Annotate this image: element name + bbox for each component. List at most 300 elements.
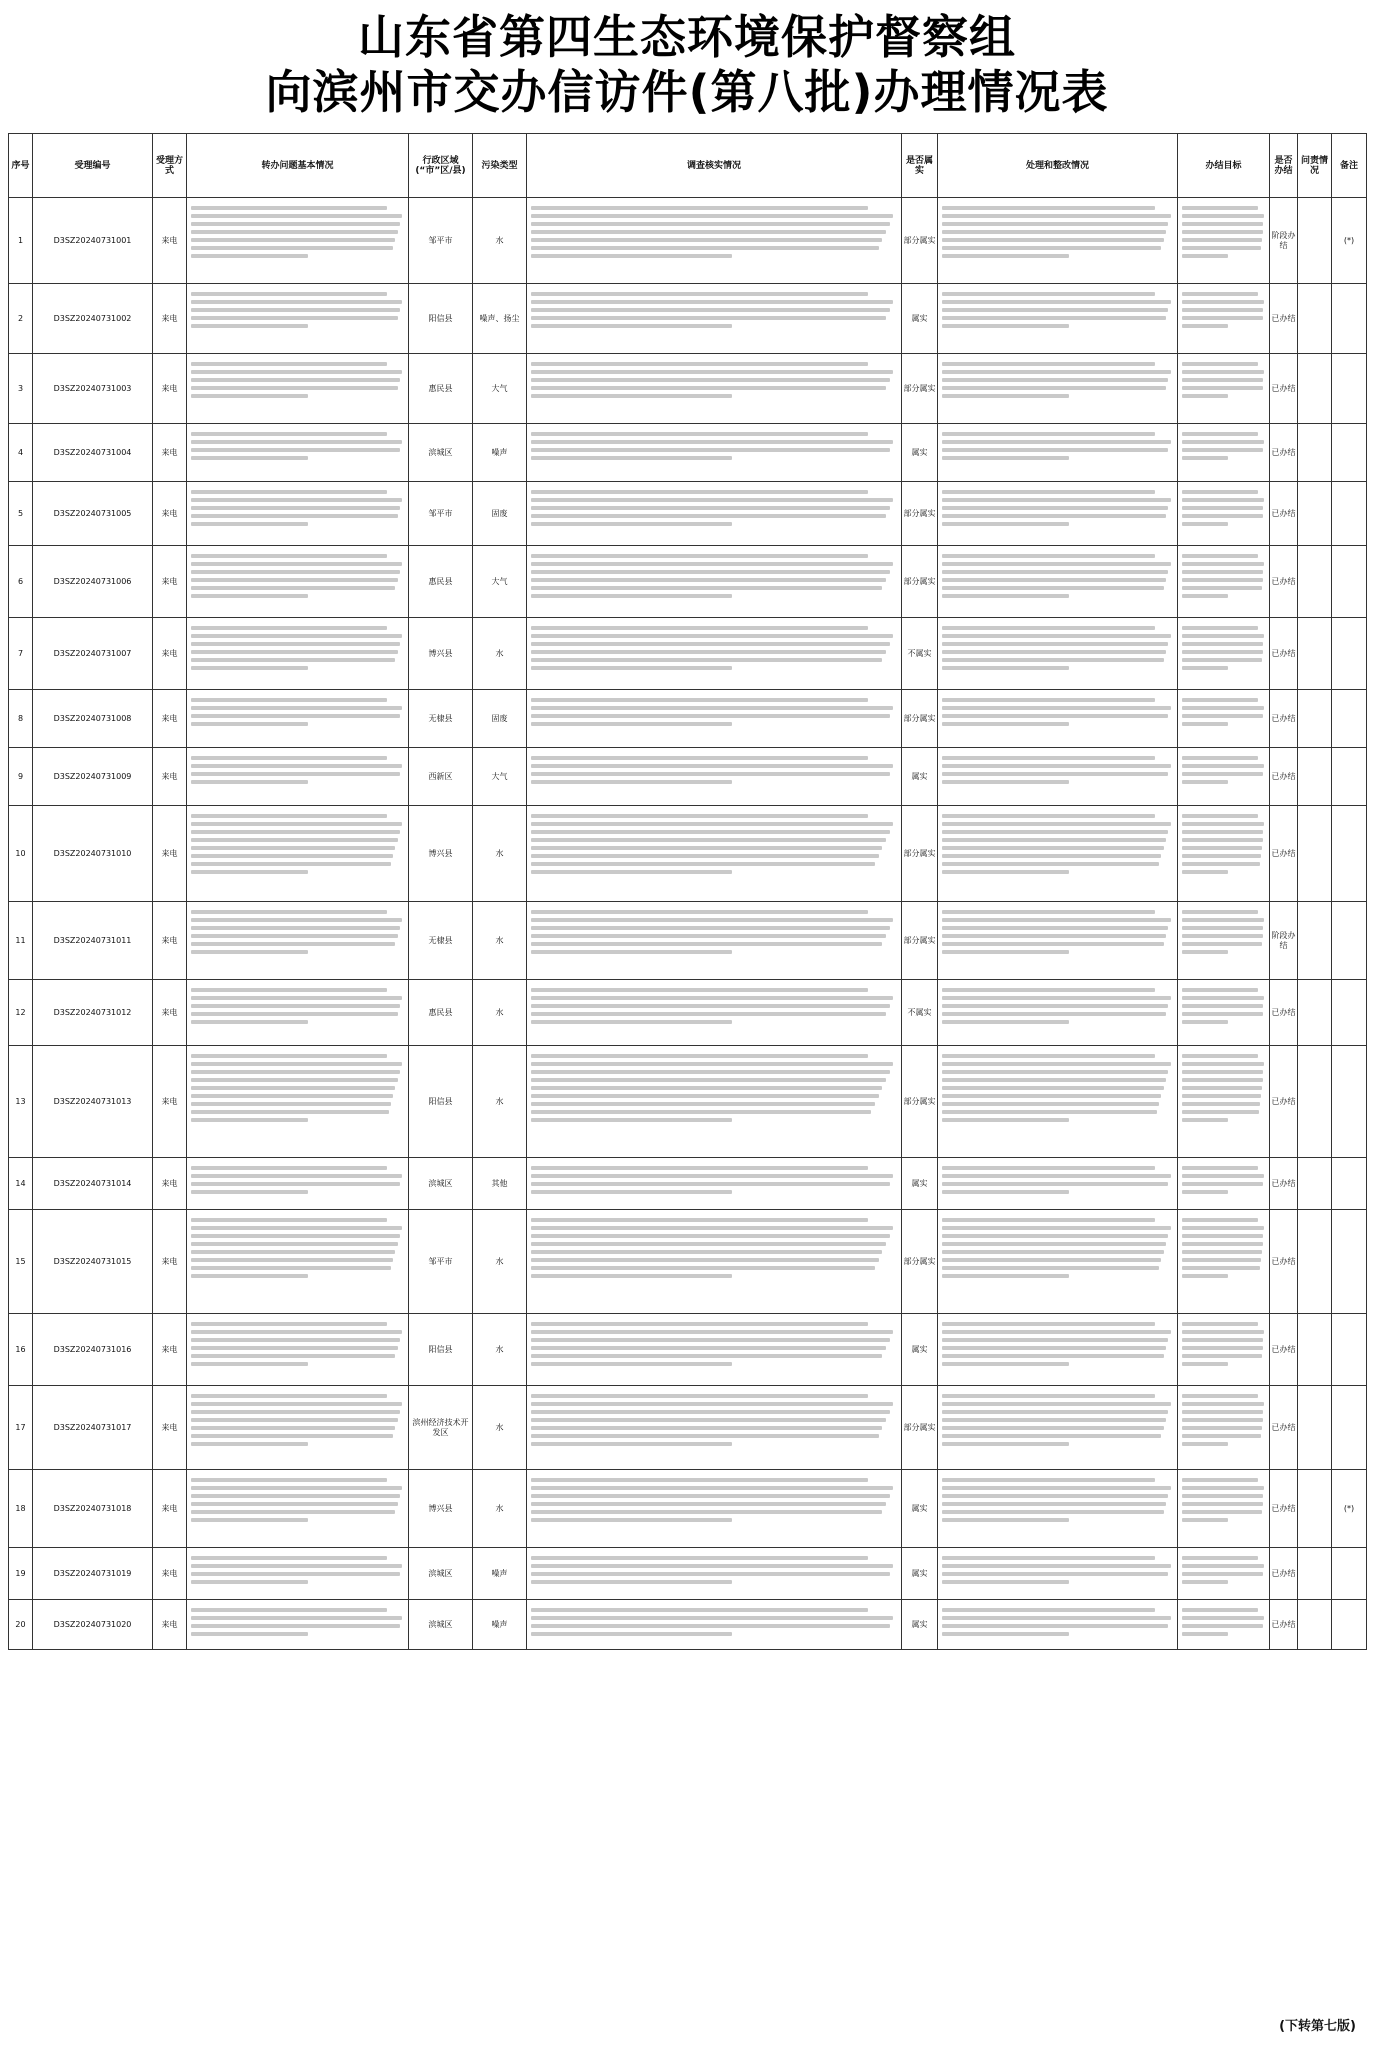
illegible-text-line [1182,378,1263,382]
illegible-text-line [1182,1494,1263,1498]
accountability-cell [1298,1158,1332,1210]
rectification-cell [938,284,1178,354]
illegible-text-line [1182,440,1264,444]
illegible-text-line [942,1182,1168,1186]
illegible-text-line [191,1572,400,1576]
illegible-text-line [531,1266,875,1270]
verified-cell: 部分属实 [902,1046,938,1158]
illegible-text-line [531,830,890,834]
target-cell [1178,1386,1270,1470]
illegible-text-line [531,838,886,842]
accountability-cell [1298,980,1332,1046]
header-cell: 是否属实 [902,134,938,198]
illegible-text-line [531,1418,886,1422]
row-number-cell: 2 [9,284,33,354]
illegible-text-line [942,378,1168,382]
illegible-text-line [531,440,893,444]
illegible-text-line [942,838,1166,842]
illegible-text-line [191,1258,393,1262]
illegible-text-line [191,586,395,590]
completed-cell: 已办结 [1270,482,1298,546]
illegible-text-line [1182,1242,1263,1246]
illegible-text-line [942,1054,1155,1058]
illegible-text-line [531,1166,868,1170]
illegible-text-line [942,448,1168,452]
rectification-cell [938,198,1178,284]
illegible-text-line [1182,996,1264,1000]
illegible-text-line [942,996,1171,1000]
illegible-text-line [531,996,893,1000]
illegible-text-line [531,1234,890,1238]
remark-cell [1332,546,1367,618]
target-cell [1178,424,1270,482]
illegible-text-line [942,1226,1171,1230]
illegible-text-line [191,1624,400,1628]
illegible-text-line [1182,846,1262,850]
illegible-text-line [191,490,387,494]
completed-cell: 阶段办结 [1270,198,1298,284]
illegible-text-line [531,554,868,558]
remark-cell [1332,1600,1367,1650]
remark-cell [1332,902,1367,980]
illegible-text-line [191,950,308,954]
illegible-text-line [942,1110,1157,1114]
case-code-cell: D3SZ20240731006 [33,546,153,618]
illegible-text-line [191,316,398,320]
accountability-cell [1298,1046,1332,1158]
illegible-text-line [191,1174,402,1178]
row-number-cell: 6 [9,546,33,618]
pollution-type-cell: 水 [473,1046,527,1158]
illegible-text-line [1182,1518,1228,1522]
illegible-text-line [191,1354,395,1358]
verified-cell: 属实 [902,1470,938,1548]
illegible-text-line [1182,1572,1263,1576]
table-row [9,1386,1367,1470]
illegible-text-line [531,1190,732,1194]
illegible-text-line [1182,756,1258,760]
illegible-text-line [531,514,886,518]
verified-cell: 部分属实 [902,198,938,284]
illegible-text-line [191,386,398,390]
illegible-text-line [1182,514,1263,518]
illegible-text-line [191,1608,387,1612]
illegible-text-line [531,570,890,574]
illegible-text-line [942,1442,1069,1446]
illegible-text-line [1182,1556,1258,1560]
investigation-cell [527,1158,902,1210]
illegible-text-line [531,1250,882,1254]
illegible-text-line [191,1182,400,1186]
illegible-text-line [531,1572,890,1576]
completed-cell: 已办结 [1270,748,1298,806]
illegible-text-line [942,1102,1159,1106]
problem-summary-cell [187,618,409,690]
case-code-cell: D3SZ20240731009 [33,748,153,806]
illegible-text-line [1182,1274,1228,1278]
illegible-text-line [942,1250,1164,1254]
illegible-text-line [1182,1266,1260,1270]
completed-cell: 已办结 [1270,1470,1298,1548]
problem-summary-cell [187,980,409,1046]
illegible-text-line [1182,1624,1263,1628]
illegible-text-line [531,780,732,784]
illegible-text-line [1182,456,1228,460]
illegible-text-line [942,1632,1069,1636]
illegible-text-line [531,1362,732,1366]
illegible-text-line [1182,1410,1263,1414]
illegible-text-line [942,634,1171,638]
illegible-text-line [191,1478,387,1482]
verified-cell: 属实 [902,1158,938,1210]
table-row [9,1470,1367,1548]
case-table [8,133,1367,1650]
illegible-text-line [191,1494,400,1498]
illegible-text-line [1182,988,1258,992]
illegible-text-line [531,626,868,630]
row-number-cell: 17 [9,1386,33,1470]
illegible-text-line [942,300,1171,304]
illegible-text-line [191,706,402,710]
illegible-text-line [942,950,1069,954]
illegible-text-line [1182,926,1263,930]
illegible-text-line [942,722,1069,726]
illegible-text-line [1182,706,1264,710]
illegible-text-line [1182,1020,1228,1024]
illegible-text-line [1182,394,1228,398]
rectification-cell [938,618,1178,690]
pollution-type-cell: 水 [473,980,527,1046]
row-number-cell: 10 [9,806,33,902]
illegible-text-line [191,292,387,296]
illegible-text-line [942,1166,1155,1170]
illegible-text-line [531,254,732,258]
accountability-cell [1298,748,1332,806]
illegible-text-line [531,1330,893,1334]
region-cell: 滨城区 [409,1158,473,1210]
investigation-cell [527,1600,902,1650]
case-code-cell: D3SZ20240731017 [33,1386,153,1470]
problem-summary-cell [187,748,409,806]
illegible-text-line [1182,950,1228,954]
illegible-text-line [1182,448,1263,452]
illegible-text-line [1182,522,1228,526]
case-code-cell: D3SZ20240731003 [33,354,153,424]
intake-method-cell: 来电 [153,1470,187,1548]
illegible-text-line [1182,1418,1263,1422]
illegible-text-line [942,506,1168,510]
illegible-text-line [531,822,893,826]
investigation-cell [527,198,902,284]
pollution-type-cell: 固废 [473,482,527,546]
illegible-text-line [942,756,1155,760]
problem-summary-cell [187,1046,409,1158]
illegible-text-line [191,1118,308,1122]
region-cell: 邹平市 [409,198,473,284]
case-code-cell: D3SZ20240731008 [33,690,153,748]
illegible-text-line [191,1510,395,1514]
illegible-text-line [531,870,732,874]
header-cell: 问责情况 [1298,134,1332,198]
illegible-text-line [1182,1442,1228,1446]
illegible-text-line [191,1402,402,1406]
illegible-text-line [942,1086,1164,1090]
row-number-cell: 18 [9,1470,33,1548]
illegible-text-line [1182,772,1263,776]
illegible-text-line [531,772,890,776]
illegible-text-line [531,1174,893,1178]
illegible-text-line [942,1094,1161,1098]
illegible-text-line [1182,658,1262,662]
table-row [9,482,1367,546]
illegible-text-line [531,308,890,312]
pollution-type-cell: 大气 [473,354,527,424]
illegible-text-line [531,490,868,494]
illegible-text-line [531,950,732,954]
illegible-text-line [1182,862,1260,866]
region-cell: 无棣县 [409,902,473,980]
illegible-text-line [191,578,398,582]
illegible-text-line [191,1218,387,1222]
illegible-text-line [942,1330,1171,1334]
rectification-cell [938,748,1178,806]
illegible-text-line [531,942,882,946]
illegible-text-line [531,1486,893,1490]
target-cell [1178,902,1270,980]
illegible-text-line [942,254,1069,258]
illegible-text-line [1182,1330,1264,1334]
table-row [9,1158,1367,1210]
illegible-text-line [531,378,890,382]
completed-cell: 已办结 [1270,690,1298,748]
investigation-cell [527,690,902,748]
illegible-text-line [1182,432,1258,436]
illegible-text-line [942,910,1155,914]
illegible-text-line [942,1190,1069,1194]
illegible-text-line [942,1556,1155,1560]
illegible-text-line [191,1086,395,1090]
illegible-text-line [531,1078,886,1082]
row-number-cell: 5 [9,482,33,546]
illegible-text-line [191,594,308,598]
illegible-text-line [191,910,387,914]
illegible-text-line [531,756,868,760]
illegible-text-line [531,1218,868,1222]
case-code-cell: D3SZ20240731014 [33,1158,153,1210]
illegible-text-line [191,238,395,242]
intake-method-cell: 来电 [153,748,187,806]
illegible-text-line [191,1110,389,1114]
target-cell [1178,806,1270,902]
illegible-text-line [191,432,387,436]
illegible-text-line [191,1632,308,1636]
target-cell [1178,1046,1270,1158]
illegible-text-line [531,1102,875,1106]
illegible-text-line [1182,698,1258,702]
rectification-cell [938,1046,1178,1158]
illegible-text-line [942,642,1168,646]
header-cell: 办结目标 [1178,134,1270,198]
illegible-text-line [1182,1564,1264,1568]
illegible-text-line [531,370,893,374]
illegible-text-line [531,918,893,922]
title-line-2: 向滨州市交办信访件(第八批)办理情况表 [265,65,1109,119]
remark-cell [1332,482,1367,546]
illegible-text-line [1182,578,1263,582]
illegible-text-line [942,206,1155,210]
illegible-text-line [531,456,732,460]
illegible-text-line [1182,490,1258,494]
pollution-type-cell: 噪声 [473,424,527,482]
illegible-text-line [191,522,308,526]
table-row [9,284,1367,354]
illegible-text-line [531,562,893,566]
accountability-cell [1298,806,1332,902]
illegible-text-line [942,1486,1171,1490]
investigation-cell [527,1470,902,1548]
illegible-text-line [531,1442,732,1446]
illegible-text-line [942,934,1166,938]
illegible-text-line [531,1402,893,1406]
row-number-cell: 13 [9,1046,33,1158]
illegible-text-line [1182,1094,1261,1098]
illegible-text-line [942,1012,1166,1016]
header-cell: 处理和整改情况 [938,134,1178,198]
illegible-text-line [942,1266,1159,1270]
illegible-text-line [942,440,1171,444]
illegible-text-line [191,698,387,702]
target-cell [1178,980,1270,1046]
completed-cell: 已办结 [1270,1046,1298,1158]
rectification-cell [938,980,1178,1046]
illegible-text-line [942,432,1155,436]
verified-cell: 不属实 [902,980,938,1046]
illegible-text-line [191,514,398,518]
header-cell: 序号 [9,134,33,198]
illegible-text-line [1182,642,1263,646]
illegible-text-line [531,432,868,436]
illegible-text-line [531,650,886,654]
illegible-text-line [191,658,395,662]
illegible-text-line [1182,650,1263,654]
intake-method-cell: 来电 [153,354,187,424]
remark-cell [1332,1548,1367,1600]
accountability-cell [1298,902,1332,980]
rectification-cell [938,1470,1178,1548]
verified-cell: 部分属实 [902,806,938,902]
verified-cell: 不属实 [902,618,938,690]
rectification-cell [938,354,1178,424]
illegible-text-line [1182,1426,1262,1430]
illegible-text-line [531,854,879,858]
row-number-cell: 15 [9,1210,33,1314]
illegible-text-line [1182,854,1261,858]
illegible-text-line [191,456,308,460]
illegible-text-line [1182,1182,1263,1186]
illegible-text-line [1182,814,1258,818]
illegible-text-line [531,394,732,398]
illegible-text-line [942,498,1171,502]
illegible-text-line [1182,1608,1258,1612]
target-cell [1178,618,1270,690]
illegible-text-line [942,862,1159,866]
illegible-text-line [1182,1510,1262,1514]
problem-summary-cell [187,198,409,284]
illegible-text-line [191,246,393,250]
region-cell: 阳信县 [409,1314,473,1386]
illegible-text-line [191,1346,398,1350]
target-cell [1178,1210,1270,1314]
illegible-text-line [531,1394,868,1398]
rectification-cell [938,546,1178,618]
illegible-text-line [1182,1402,1264,1406]
illegible-text-line [531,1478,868,1482]
illegible-text-line [942,386,1166,390]
illegible-text-line [531,666,732,670]
illegible-text-line [942,362,1155,366]
illegible-text-line [942,1616,1171,1620]
illegible-text-line [942,1070,1168,1074]
illegible-text-line [942,1608,1155,1612]
region-cell: 阳信县 [409,1046,473,1158]
illegible-text-line [1182,292,1258,296]
illegible-text-line [531,316,886,320]
illegible-text-line [942,1402,1171,1406]
illegible-text-line [1182,1338,1263,1342]
illegible-text-line [191,772,400,776]
problem-summary-cell [187,1158,409,1210]
illegible-text-line [1182,316,1263,320]
illegible-text-line [531,1012,886,1016]
illegible-text-line [531,1062,893,1066]
pollution-type-cell: 水 [473,618,527,690]
illegible-text-line [1182,1174,1264,1178]
document-title [0,10,1374,120]
illegible-text-line [1182,1062,1264,1066]
illegible-text-line [191,1102,391,1106]
illegible-text-line [942,1510,1164,1514]
illegible-text-line [531,238,882,242]
illegible-text-line [942,214,1171,218]
illegible-text-line [531,988,868,992]
intake-method-cell: 来电 [153,1386,187,1470]
investigation-cell [527,1046,902,1158]
header-cell: 调查核实情况 [527,134,902,198]
illegible-text-line [942,1502,1166,1506]
illegible-text-line [531,658,882,662]
illegible-text-line [942,586,1164,590]
illegible-text-line [191,570,400,574]
illegible-text-line [191,846,395,850]
pollution-type-cell: 水 [473,902,527,980]
remark-cell: (*) [1332,198,1367,284]
illegible-text-line [1182,910,1258,914]
rectification-cell [938,1548,1178,1600]
rectification-cell [938,1158,1178,1210]
illegible-text-line [1182,1004,1263,1008]
illegible-text-line [942,1242,1166,1246]
problem-summary-cell [187,546,409,618]
illegible-text-line [1182,506,1263,510]
illegible-text-line [531,1518,732,1522]
illegible-text-line [1182,1394,1258,1398]
illegible-text-line [531,1110,871,1114]
pollution-type-cell: 水 [473,806,527,902]
illegible-text-line [191,1234,400,1238]
illegible-text-line [1182,838,1263,842]
verified-cell: 属实 [902,1314,938,1386]
illegible-text-line [942,394,1069,398]
